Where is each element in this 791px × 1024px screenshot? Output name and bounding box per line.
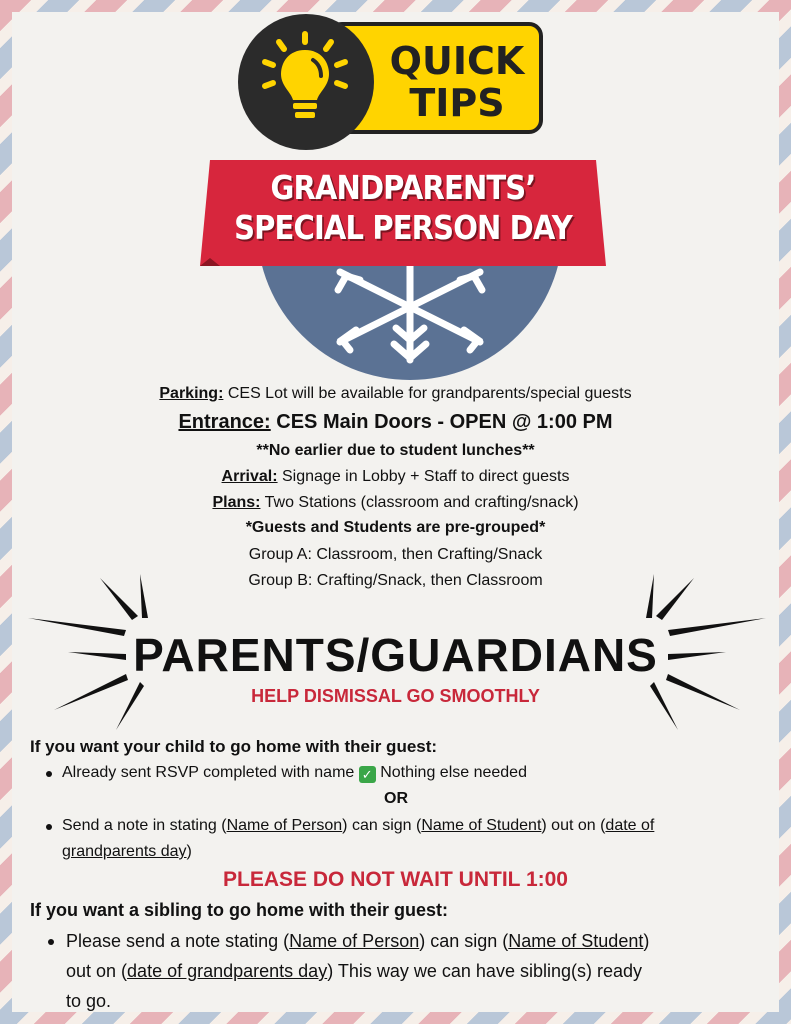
please-do-not-wait: PLEASE DO NOT WAIT UNTIL 1:00 (223, 868, 568, 891)
group-a-line: Group A: Classroom, then Crafting/Snack (248, 546, 543, 563)
bullet (48, 939, 54, 945)
parents-heading: PARENTS/GUARDIANS (133, 629, 658, 681)
list-item-rsvp: Already sent RSVP completed with name ✓ Nothing else needed (62, 764, 527, 782)
list-item-sibling: Please send a note stating (Name of Person) can sign (Name of Student) out on (date of grandparents day) This way we can have sibling(s) ready to go. (66, 931, 650, 1011)
check-icon: ✓ (359, 766, 376, 783)
sibling-section-heading: If you want a sibling to go home with their guest: (30, 900, 448, 920)
bullet (46, 771, 52, 777)
quick-tips-label: QUICK TIPS (389, 39, 525, 125)
parking-line: Parking: CES Lot will be available for grandparents/special guests (159, 385, 632, 402)
or-separator: OR (384, 790, 408, 807)
event-title: GRANDPARENTS’ SPECIAL PERSON DAY (234, 168, 572, 247)
bullet (46, 824, 52, 830)
no-earlier-note: **No earlier due to student lunches** (256, 442, 535, 459)
plans-line: Plans: Two Stations (classroom and crafting/snack) (212, 494, 579, 511)
child-section-heading: If you want your child to go home with their guest: (30, 737, 438, 756)
parents-subheading: HELP DISMISSAL GO SMOOTHLY (251, 686, 540, 706)
light-bulb-icon (255, 28, 355, 128)
entrance-line: Entrance: CES Main Doors - OPEN @ 1:00 PM (178, 411, 613, 433)
list-item-note: Send a note in stating (Name of Person) can sign (Name of Student) out on (date of grandparents day) (62, 817, 655, 860)
pregrouped-note: *Guests and Students are pre-grouped* (245, 519, 546, 536)
group-b-line: Group B: Crafting/Snack, then Classroom (248, 572, 543, 589)
arrival-line: Arrival: Signage in Lobby + Staff to direct guests (221, 468, 570, 485)
